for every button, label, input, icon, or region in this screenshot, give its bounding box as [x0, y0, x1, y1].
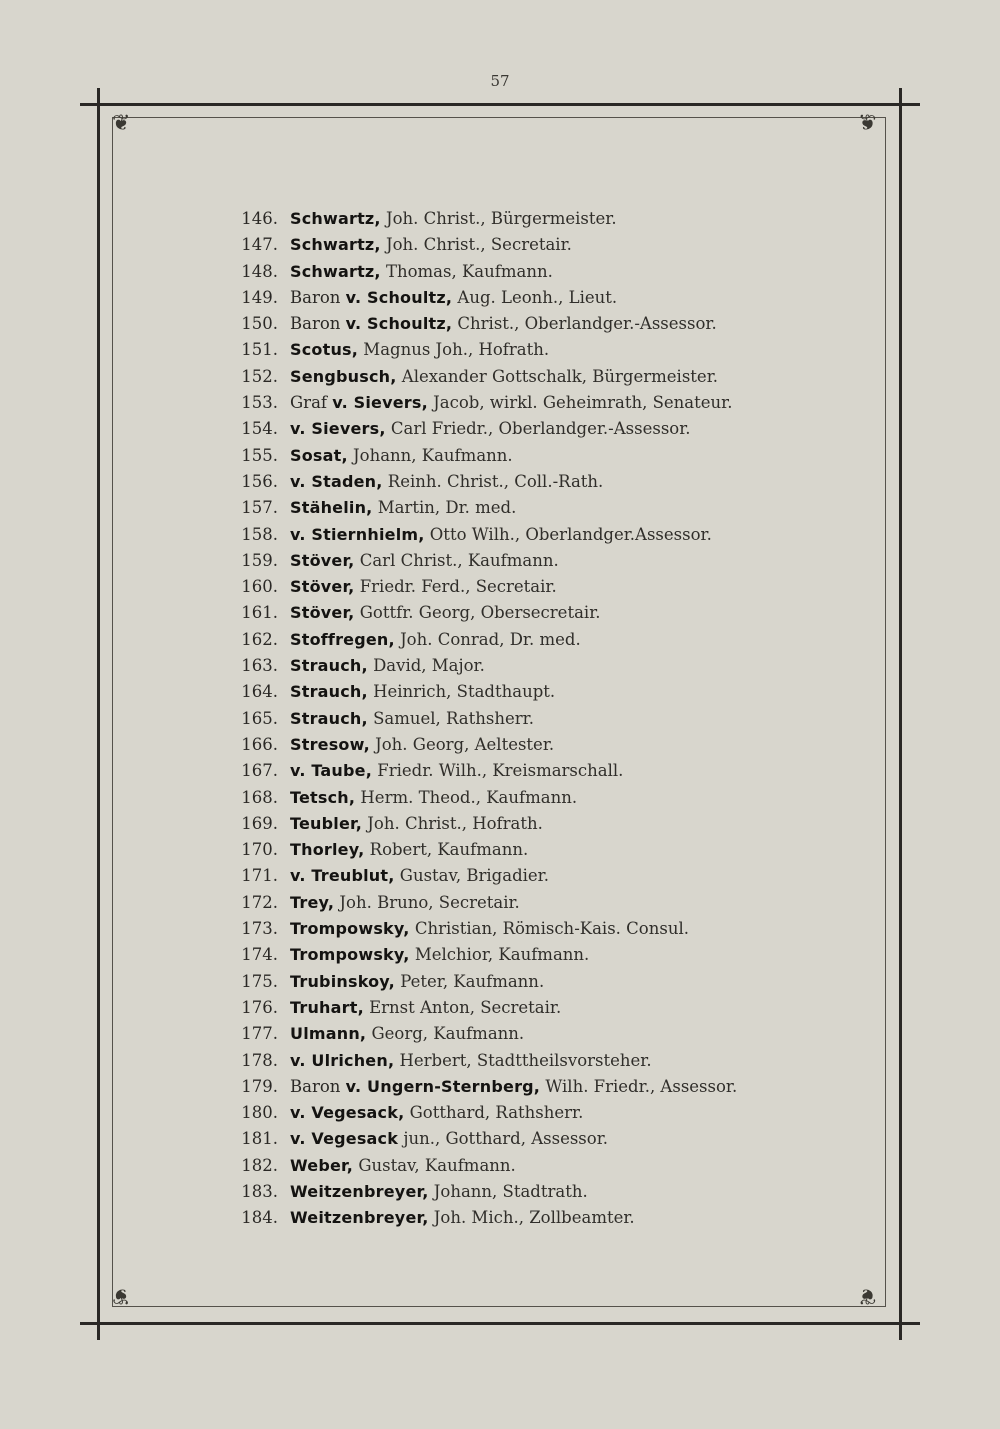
list-item [226, 706, 826, 732]
entry-number: 155. [241, 445, 278, 465]
entry-surname: Sengbusch, [290, 366, 397, 386]
scroll-corner-ornament-icon: ❦ [112, 111, 131, 136]
entry-details: Friedr. Wilh., Kreismarschall. [377, 761, 624, 781]
list-item [226, 548, 826, 574]
entry-details: Christ., Oberlandger.-Assessor. [457, 314, 717, 334]
list-item [226, 1126, 826, 1152]
entry-title-prefix: Baron [290, 1076, 341, 1096]
entry-details: Joh. Christ., Secretair. [385, 235, 572, 255]
frame-rule-bottom [80, 1322, 920, 1325]
entry-surname: Truhart, [290, 997, 364, 1017]
entry-surname: Trompowsky, [290, 945, 410, 965]
entry-number: 153. [241, 393, 278, 413]
list-item [226, 942, 826, 968]
entry-number: 164. [241, 682, 278, 702]
list-item [226, 1205, 826, 1231]
entry-details: Wilh. Friedr., Assessor. [545, 1076, 738, 1096]
entry-number: 156. [241, 471, 278, 491]
list-item [226, 469, 826, 495]
entry-details: Joh. Bruno, Secretair. [339, 892, 520, 912]
list-item [226, 495, 826, 521]
entry-details: Jacob, wirkl. Geheimrath, Senateur. [433, 393, 733, 413]
list-item [226, 1179, 826, 1205]
entry-number: 163. [241, 656, 278, 676]
entry-number: 168. [241, 787, 278, 807]
entry-number: 174. [241, 945, 278, 965]
entry-surname: Teubler, [290, 813, 363, 833]
entry-details: Joh. Mich., Zollbeamter. [433, 1208, 635, 1228]
entry-number: 172. [241, 892, 278, 912]
list-item [226, 259, 826, 285]
entry-surname: v. Sievers, [290, 419, 386, 439]
list-item [226, 1100, 826, 1126]
entry-details: Aug. Leonh., Lieut. [457, 287, 618, 307]
frame-rule-left [97, 88, 100, 1340]
entry-surname: Stöver, [290, 550, 355, 570]
list-item [226, 390, 826, 416]
entry-number: 166. [241, 734, 278, 754]
entry-surname: v. Taube, [290, 761, 372, 781]
entry-details: Joh. Christ., Hofrath. [367, 813, 543, 833]
entry-number: 167. [241, 761, 278, 781]
entry-details: Peter, Kaufmann. [400, 971, 545, 991]
list-item [226, 732, 826, 758]
entry-title-prefix: Baron [290, 314, 341, 334]
entry-details: Carl Christ., Kaufmann. [359, 550, 559, 570]
entry-details: Otto Wilh., Oberlandger.Assessor. [429, 524, 712, 544]
entry-surname: Schwartz, [290, 261, 381, 281]
entry-details: Heinrich, Stadthaupt. [373, 682, 556, 702]
entry-details: Magnus Joh., Hofrath. [363, 340, 550, 360]
entry-details: Carl Friedr., Oberlandger.-Assessor. [390, 419, 691, 439]
list-item [226, 679, 826, 705]
list-item [226, 1048, 826, 1074]
entry-number: 152. [241, 366, 278, 386]
entry-number: 160. [241, 577, 278, 597]
entry-surname: Stöver, [290, 577, 355, 597]
entry-details: Gottfr. Georg, Obersecretair. [359, 603, 601, 623]
entry-surname: v. Staden, [290, 471, 383, 491]
entry-surname: v. Schoultz, [345, 287, 453, 307]
entry-number: 181. [241, 1129, 278, 1149]
entry-details: Herm. Theod., Kaufmann. [360, 787, 578, 807]
entry-details: Thomas, Kaufmann. [385, 261, 553, 281]
entry-title-prefix: Graf [290, 393, 328, 413]
entry-number: 149. [241, 287, 278, 307]
list-item [226, 1021, 826, 1047]
list-item [226, 1074, 826, 1100]
entry-surname: Trey, [290, 892, 335, 912]
entry-surname: Sosat, [290, 445, 348, 465]
entry-number: 146. [241, 209, 278, 228]
entry-number: 175. [241, 971, 278, 991]
entry-surname: v. Treublut, [290, 866, 395, 886]
list-item [226, 785, 826, 811]
entry-number: 183. [241, 1181, 278, 1201]
entry-number: 154. [241, 419, 278, 439]
entry-surname: Strauch, [290, 656, 368, 676]
entry-surname: Stöver, [290, 603, 355, 623]
entry-details: jun., Gotthard, Assessor. [403, 1129, 609, 1149]
entry-surname: Tetsch, [290, 787, 356, 807]
entry-details: Herbert, Stadttheilsvorsteher. [399, 1050, 652, 1070]
entry-number: 176. [241, 997, 278, 1017]
entry-surname: v. Ulrichen, [290, 1050, 395, 1070]
list-item [226, 811, 826, 837]
entry-number: 182. [241, 1155, 278, 1175]
entry-details: Gotthard, Rathsherr. [409, 1103, 584, 1123]
list-item [226, 574, 826, 600]
list-item [226, 758, 826, 784]
entry-details: Friedr. Ferd., Secretair. [359, 577, 557, 597]
entry-surname: Ulmann, [290, 1024, 367, 1044]
entry-details: Samuel, Rathsherr. [373, 708, 534, 728]
entry-surname: v. Ungern-Sternberg, [345, 1076, 541, 1096]
entry-details: Ernst Anton, Secretair. [369, 997, 562, 1017]
entry-number: 165. [241, 708, 278, 728]
entry-surname: Trubinskoy, [290, 971, 395, 991]
entry-details: Gustav, Brigadier. [399, 866, 549, 886]
entry-details: Alexander Gottschalk, Bürgermeister. [401, 366, 719, 386]
register-list [226, 206, 826, 1232]
list-item [226, 522, 826, 548]
list-item [226, 337, 826, 363]
entry-surname: Schwartz, [290, 209, 381, 228]
list-item [226, 627, 826, 653]
list-item [226, 863, 826, 889]
entry-number: 148. [241, 261, 278, 281]
entry-details: Johann, Stadtrath. [433, 1181, 588, 1201]
entry-surname: Thorley, [290, 840, 365, 860]
entry-number: 173. [241, 919, 278, 939]
list-item [226, 311, 826, 337]
entry-number: 157. [241, 498, 278, 518]
list-item [226, 837, 826, 863]
list-item [226, 364, 826, 390]
entry-surname: Stähelin, [290, 498, 373, 518]
entry-surname: Stresow, [290, 734, 370, 754]
entry-details: Joh. Conrad, Dr. med. [400, 629, 581, 649]
frame-rule-right [899, 88, 902, 1340]
entry-number: 151. [241, 340, 278, 360]
entry-surname: Strauch, [290, 708, 368, 728]
entry-details: Joh. Christ., Bürgermeister. [385, 209, 617, 228]
scroll-corner-ornament-icon: ❦ [858, 111, 877, 136]
entry-details: Joh. Georg, Aeltester. [375, 734, 555, 754]
list-item [226, 600, 826, 626]
entry-surname: Strauch, [290, 682, 368, 702]
entry-number: 158. [241, 524, 278, 544]
list-item [226, 285, 826, 311]
entry-details: Georg, Kaufmann. [371, 1024, 525, 1044]
entry-surname: v. Schoultz, [345, 314, 453, 334]
entry-number: 184. [241, 1208, 278, 1228]
entry-surname: v. Stiernhielm, [290, 524, 425, 544]
list-item [226, 916, 826, 942]
entry-number: 159. [241, 550, 278, 570]
list-item [226, 969, 826, 995]
page-number: 57 [490, 72, 510, 90]
entry-details: Johann, Kaufmann. [353, 445, 513, 465]
scroll-corner-ornament-icon: ❦ [858, 1283, 877, 1308]
list-item [226, 206, 826, 232]
entry-details: David, Major. [373, 656, 485, 676]
list-item [226, 443, 826, 469]
entry-surname: Schwartz, [290, 235, 381, 255]
entry-details: Melchior, Kaufmann. [414, 945, 590, 965]
entry-surname: Weitzenbreyer, [290, 1181, 429, 1201]
entry-number: 171. [241, 866, 278, 886]
list-item [226, 995, 826, 1021]
list-item [226, 890, 826, 916]
frame-rule-top [80, 103, 920, 106]
entry-surname: Weitzenbreyer, [290, 1208, 429, 1228]
entry-surname: Stoffregen, [290, 629, 395, 649]
entry-number: 178. [241, 1050, 278, 1070]
scroll-corner-ornament-icon: ❦ [112, 1283, 131, 1308]
entry-surname: v. Vegesack, [290, 1103, 405, 1123]
entry-number: 170. [241, 840, 278, 860]
entry-details: Martin, Dr. med. [377, 498, 517, 518]
list-item [226, 232, 826, 258]
entry-title-prefix: Baron [290, 287, 341, 307]
list-item [226, 416, 826, 442]
entry-details: Christian, Römisch-Kais. Consul. [414, 919, 689, 939]
entry-surname: v. Sievers, [332, 393, 428, 413]
list-item [226, 653, 826, 679]
entry-number: 162. [241, 629, 278, 649]
entry-number: 179. [241, 1076, 278, 1096]
entry-details: Robert, Kaufmann. [369, 840, 529, 860]
entry-details: Gustav, Kaufmann. [358, 1155, 516, 1175]
entry-number: 180. [241, 1103, 278, 1123]
entry-surname: Scotus, [290, 340, 359, 360]
entry-details: Reinh. Christ., Coll.-Rath. [387, 471, 604, 491]
entry-number: 169. [241, 813, 278, 833]
entry-number: 177. [241, 1024, 278, 1044]
entry-surname: v. Vegesack [290, 1129, 399, 1149]
entry-number: 147. [241, 235, 278, 255]
entry-surname: Trompowsky, [290, 919, 410, 939]
list-item [226, 1153, 826, 1179]
entry-number: 150. [241, 314, 278, 334]
entry-number: 161. [241, 603, 278, 623]
entry-surname: Weber, [290, 1155, 354, 1175]
